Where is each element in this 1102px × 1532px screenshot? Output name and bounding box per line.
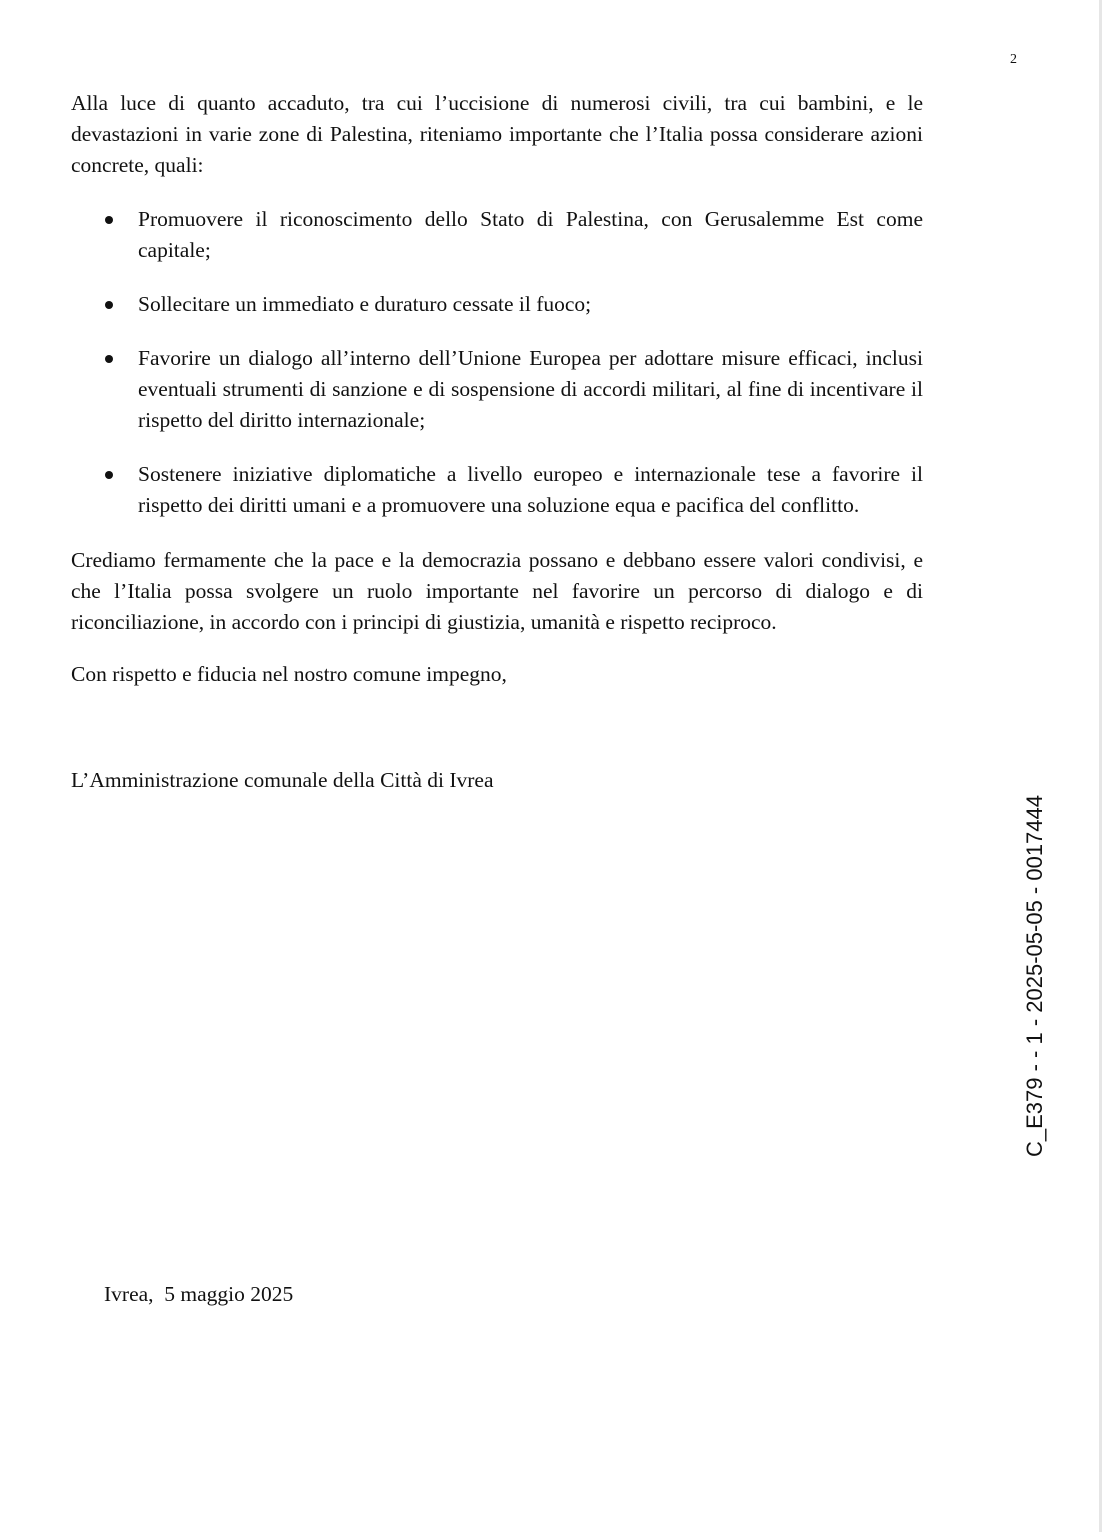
signature: L’Amministrazione comunale della Città di Ivrea [71,768,494,792]
list-item-text: Favorire un dialogo all’interno dell’Unione Europea per adottare misure efficaci, inclusi eventuali strumenti di sanzione e di sospensione di accordi militari, al fine di incentivare il rispetto del diritto internazionale; [138,346,923,432]
list-item [71,343,923,436]
list-item [71,459,923,521]
list-item-text: Sostenere iniziative diplomatiche a livello europeo e internazionale tese a favorire il rispetto dei diritti umani e a promuovere una soluzione equa e pacifica del conflitto. [138,462,923,517]
closing-paragraph: Crediamo fermamente che la pace e la democrazia possano e debbano essere valori condivisi, e che l’Italia possa svolgere un ruolo importante nel favorire un percorso di dialogo e di riconciliazione, in accordo con i principi di giustizia, umanità e rispetto reciproco. [71,548,923,634]
intro-paragraph: Alla luce di quanto accaduto, tra cui l’uccisione di numerosi civili, tra cui bambini, e le devastazioni in varie zone di Palestina, riteniamo importante che l’Italia possa considerare azioni concrete, quali: [71,91,923,177]
salutation: Con rispetto e fiducia nel nostro comune impegno, [71,662,507,686]
bullet-icon [105,216,113,224]
bullet-icon [105,355,113,363]
date-line: Ivrea, 5 maggio 2025 [104,1282,294,1306]
list-item-text: Sollecitare un immediato e duraturo cessate il fuoco; [138,292,592,316]
list-item-text: Promuovere il riconoscimento dello Stato di Palestina, con Gerusalemme Est come capitale; [138,207,923,262]
bullet-icon [105,301,113,309]
protocol-stamp: C_E379 - - 1 - 2025-05-05 - 0017444 [1022,794,1047,1158]
list-item [71,289,923,320]
bullet-icon [105,471,113,479]
proposal-list [71,204,923,544]
page-number: 2 [1010,52,1017,67]
list-item [71,204,923,266]
